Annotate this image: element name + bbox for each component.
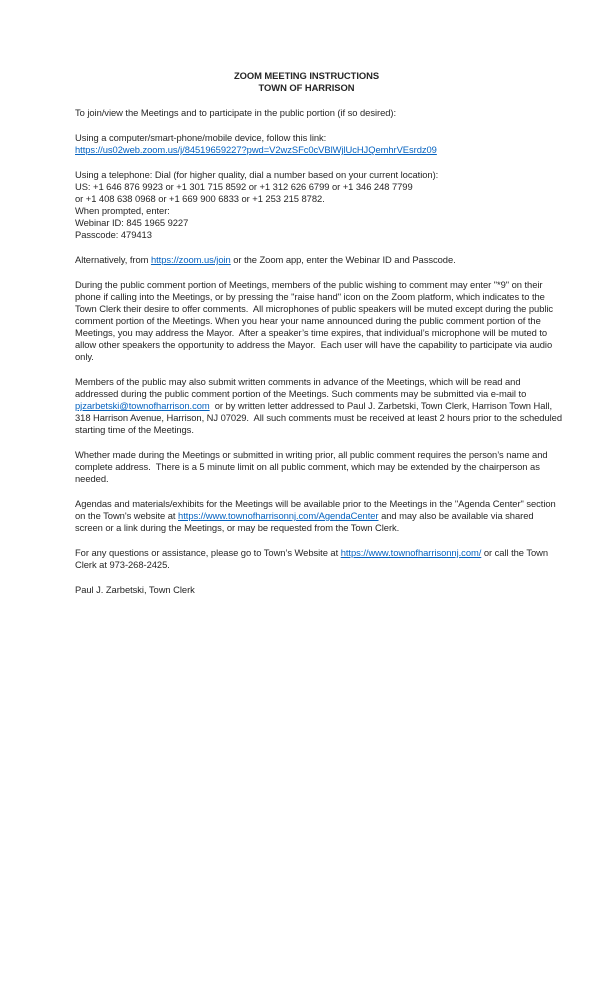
written-comments-post-text: or by written letter addressed to Paul J. Zarbetski, Town Clerk, Harrison Town Hall, [209,400,553,411]
alternative-join-paragraph [75,254,554,266]
join-computer-paragraph [75,132,554,156]
comment-rules-line: complete address. There is a 5 minute limit on all public comment, which may be extended by the chairperson as [75,461,540,472]
agendas-post-text: and may also be available via shared [378,510,534,521]
webinar-id-line: Webinar ID: 845 1965 9227 [75,217,189,228]
questions-paragraph [75,547,554,571]
public-comment-line: Meetings, you may address the Mayor. After a speaker’s time expires, that individual’s microphone will be muted to [75,327,548,338]
clerk-email-link[interactable]: pjzarbetski@townofharrison.com [75,400,210,411]
signature-paragraph [75,584,554,596]
when-prompted-line: When prompted, enter: [75,205,170,216]
public-comment-line: only. [75,351,94,362]
public-comment-line: phone if calling into the Meetings, or by pressing the "raise hand" icon on the Zoom platform, which indicates to the [75,291,545,302]
alternative-pre-text: Alternatively, from [75,254,151,265]
join-phone-paragraph [75,169,554,241]
comment-rules-line: Whether made during the Meetings or submitted in writing prior, all public comment requires the person’s name and [75,449,548,460]
town-website-link[interactable]: https://www.townofharrisonnj.com/ [340,547,482,558]
phone-numbers-line2: or +1 408 638 0968 or +1 669 900 6833 or +1 253 215 8782. [75,193,325,204]
agendas-link-line [75,510,554,522]
public-comment-line: Town Clerk their desire to offer comments. All microphones of public speakers will be muted except during the public [75,303,554,314]
comment-rules-line: needed. [75,473,109,484]
public-comment-paragraph [75,279,554,363]
questions-post-text: or call the Town [481,547,549,558]
questions-line: Clerk at 973-268-2425. [75,559,170,570]
written-comments-line: Members of the public may also submit written comments in advance of the Meetings, which will be read and [75,376,521,387]
written-comments-line: addressed during the public comment portion of the Meetings. Such comments may be submitted via e-mail to [75,388,527,399]
written-comments-email-line [75,400,554,412]
agenda-center-link[interactable]: https://www.townofharrisonnj.com/AgendaCenter [178,510,379,521]
agendas-pre-text: on the Town's website at [75,510,179,521]
zoom-meeting-link[interactable]: https://us02web.zoom.us/j/84519659227?pwd=V2wzSFc0cVBlWjlUcHJQemhrVEsrdz09 [75,144,437,155]
signature-text: Paul J. Zarbetski, Town Clerk [75,584,195,595]
questions-pre-text: For any questions or assistance, please go to Town’s Website at [75,547,341,558]
public-comment-line: During the public comment portion of Meetings, members of the public wishing to comment may enter "*9" on their [75,279,543,290]
document-title-line2: TOWN OF HARRISON [258,82,355,93]
written-comments-line: 318 Harrison Avenue, Harrison, NJ 07029. All such comments must be received at least 2 hours prior to the scheduled [75,412,562,423]
written-comments-line: starting time of the Meetings. [75,424,194,435]
passcode-line: Passcode: 479413 [75,229,152,240]
written-comments-paragraph [75,376,562,436]
public-comment-line: allow other speakers the opportunity to address the Mayor. Each user will have the capability to participate via audio [75,339,553,350]
agendas-line: screen or a link during the Meetings, or may be requested from the Town Clerk. [75,522,400,533]
join-computer-link-line [75,144,554,156]
public-comment-line: comment portion of the Meetings. When you hear your name announced during the public comment portion of the [75,315,541,326]
phone-numbers-line1: US: +1 646 876 9923 or +1 301 715 8592 or +1 312 626 6799 or +1 346 248 7799 [75,181,413,192]
alternative-post-text: or the Zoom app, enter the Webinar ID and Passcode. [230,254,456,265]
agendas-paragraph [75,498,554,534]
document-title-line1: ZOOM MEETING INSTRUCTIONS [233,70,380,81]
zoom-join-link[interactable]: https://zoom.us/join [150,254,231,265]
intro-text: To join/view the Meetings and to participate in the public portion (if so desired): [75,107,397,118]
agendas-line: Agendas and materials/exhibits for the Meetings will be available prior to the Meetings in the "Agenda Center" section [75,498,556,509]
questions-link-line [75,547,554,559]
document-title [67,70,546,94]
phone-instructions-line: Using a telephone: Dial (for higher quality, dial a number based on your current location): [75,169,439,180]
join-computer-lead: Using a computer/smart-phone/mobile device, follow this link: [75,132,327,143]
comment-rules-paragraph [75,449,554,485]
intro-paragraph [75,107,554,119]
alternative-join-line [75,254,554,266]
